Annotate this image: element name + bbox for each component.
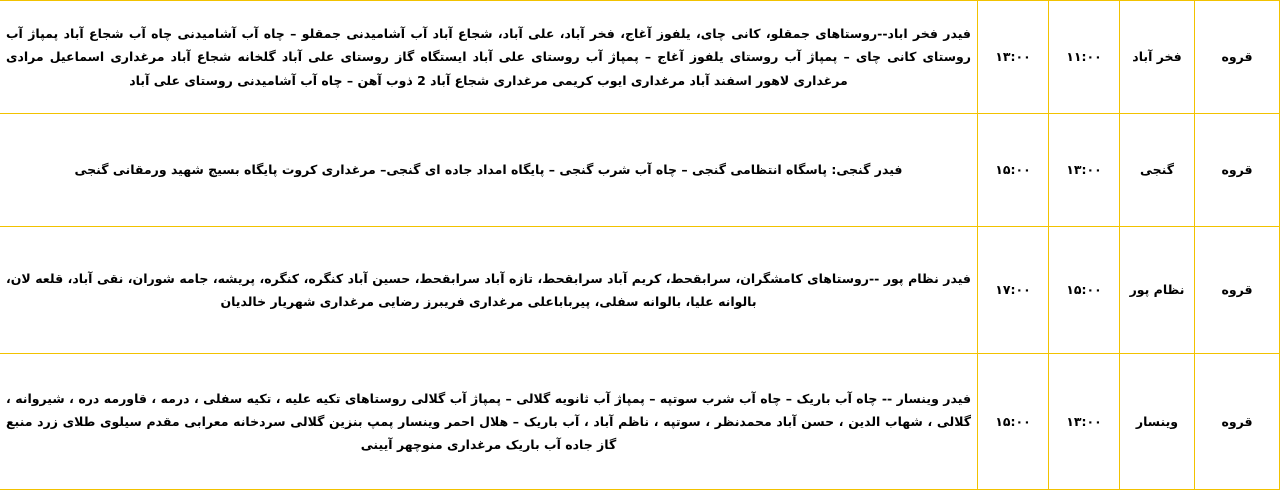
- cell-start: ۱۳:۰۰: [1049, 354, 1120, 490]
- cell-start: ۱۱:۰۰: [1049, 1, 1120, 114]
- cell-outage-area: فیدر گنجی: پاسگاه انتظامی گنجی – چاه آب شرب گنجی – پایگاه امداد جاده ای گنجی– مرغداری کروت پایگاه بسیج شهید ورمقانی گنجی: [0, 114, 978, 227]
- cell-start: ۱۵:۰۰: [1049, 227, 1120, 354]
- table-row: [0, 227, 1280, 354]
- table-row: [0, 1, 1280, 114]
- cell-city: قروه: [1195, 227, 1280, 354]
- cell-outage-area: فیدر فخر اباد--روستاهای جمقلو، کانی چای، یلفوز آغاج، فخر آباد، علی آباد، شجاع آباد آب آشامیدنی جمقلو – چاه آب آشامیدنی چاه آب شجاع آباد پمپاژ آب روستای کانی چای – پمپاژ آب روستای یلفوز آغاج – پمپاژ آب روستای علی آباد ایستگاه گاز روستای علی آباد گلخانه شجاع آباد مرغداری اسماعیل مرادی مرغداری لاهور اسفند آباد مرغداری ایوب کریمی مرغداری شجاع آباد 2 ذوب آهن – چاه آب آشامیدنی روستای علی آباد: [0, 1, 978, 114]
- cell-feeder: نظام پور: [1120, 227, 1195, 354]
- cell-end: ۱۵:۰۰: [978, 354, 1049, 490]
- table-row: [0, 114, 1280, 227]
- cell-city: قروه: [1195, 354, 1280, 490]
- cell-start: ۱۳:۰۰: [1049, 114, 1120, 227]
- cell-city: قروه: [1195, 114, 1280, 227]
- cell-outage-area: فیدر نظام پور --روستاهای کامشگران، سرابقحط، کریم آباد سرابقحط، تازه آباد سرابقحط، حسین آباد کنگره، کنگره، پریشه، جامه شوران، نقی آباد، قلعه لان، بالوانه علیا، بالوانه سفلی، پیرباباعلی مرغداری فریبرز رضایی مرغداری شهریار خالدیان: [0, 227, 978, 354]
- cell-end: ۱۷:۰۰: [978, 227, 1049, 354]
- cell-end: ۱۵:۰۰: [978, 114, 1049, 227]
- cell-city: قروه: [1195, 1, 1280, 114]
- cell-outage-area: فیدر وینسار -- چاه آب باریک – چاه آب شرب سوتپه – پمپاژ آب ثانویه گلالی – پمپاژ آب گلالی روستاهای تکیه علیه ، تکیه سفلی ، درمه ، قاورمه دره ، شیروانه ، گلالی ، شهاب الدین ، حسن آباد محمدنظر ، سوتپه ، ناظم آباد ، آب باریک – هلال احمر وینسار پمپ بنزین گلالی سردخانه معرابی مقدم سیلوی طلای زرد منبع گاز جاده آب باریک مرغداری منوچهر آیینی: [0, 354, 978, 490]
- cell-feeder: وینسار: [1120, 354, 1195, 490]
- table-row: [0, 354, 1280, 490]
- cell-end: ۱۳:۰۰: [978, 1, 1049, 114]
- cell-feeder: فخر آباد: [1120, 1, 1195, 114]
- cell-feeder: گنجی: [1120, 114, 1195, 227]
